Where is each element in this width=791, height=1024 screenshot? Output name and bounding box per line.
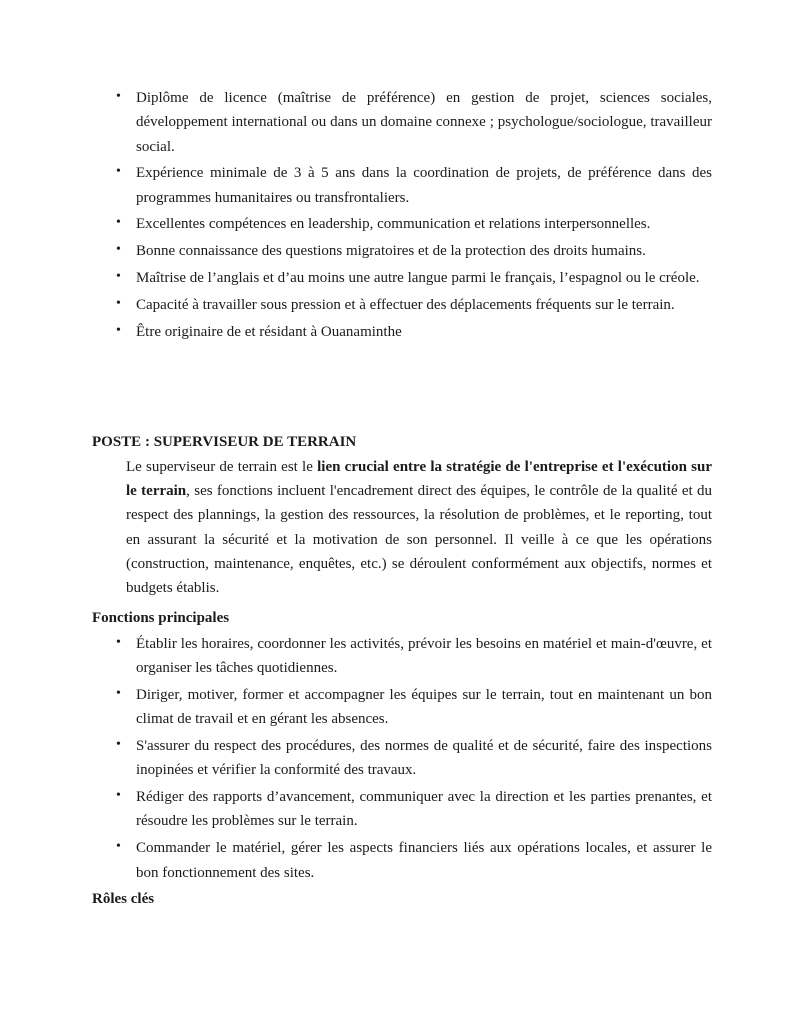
- list-item-text: Diriger, motiver, former et accompagner les équipes sur le terrain, tout en maintenant un bon climat de travail et en gérant les absences.: [136, 686, 712, 728]
- poste-separator: :: [141, 434, 154, 451]
- poste-heading: [92, 430, 712, 454]
- fonctions-heading: Fonctions principales: [92, 609, 230, 626]
- list-item: [92, 836, 712, 885]
- intro-rest: , ses fonctions incluent l'encadrement direct des équipes, le contrôle de la qualité et du respect des plannings, la gestion des ressources, la résolution de problèmes, et le reporting, tout en assurant la sécurité et la motivation de son personnel. Il veille à ce que les opérations (construction, maintenance, enquêtes, etc.) se déroulent conformément aux objectifs, normes et budgets établis.: [126, 483, 712, 597]
- list-item-text: Bonne connaissance des questions migratoires et de la protection des droits humains.: [136, 243, 646, 260]
- bullet-icon: •: [116, 685, 121, 701]
- list-item-text: Diplôme de licence (maîtrise de préférence) en gestion de projet, sciences sociales, développement international ou dans un domaine connexe ; psychologue/sociologue, travailleur social.: [136, 90, 712, 155]
- list-item: [92, 785, 712, 834]
- section-gap: [92, 346, 712, 430]
- list-item-text: Commander le matériel, gérer les aspects financiers liés aux opérations locales, et assurer le bon fonctionnement des sites.: [136, 840, 712, 881]
- bullet-icon: •: [116, 242, 121, 258]
- list-item: [92, 734, 712, 783]
- bullet-icon: •: [116, 164, 121, 180]
- list-item: [92, 266, 712, 290]
- list-item: [92, 632, 712, 681]
- list-item-text: S'assurer du respect des procédures, des normes de qualité et de sécurité, faire des inspections inopinées et vérifier la conformité des travaux.: [136, 738, 712, 779]
- bullet-icon: •: [116, 89, 121, 104]
- list-item: [92, 212, 712, 236]
- list-item-text: Être originaire de et résidant à Ouanaminthe: [136, 323, 402, 340]
- list-item: [92, 86, 712, 159]
- poste-label: POSTE: [92, 434, 142, 451]
- list-item-text: Établir les horaires, coordonner les activités, prévoir les besoins en matériel et main-d'œuvre, et organiser les tâches quotidiennes.: [136, 635, 712, 677]
- bullet-icon: •: [116, 788, 121, 804]
- list-item-text: Expérience minimale de 3 à 5 ans dans la coordination de projets, de préférence dans des programmes humanitaires ou transfrontaliers.: [136, 165, 712, 206]
- bullet-icon: •: [116, 839, 121, 855]
- qualifications-list: [92, 86, 712, 344]
- bullet-icon: •: [116, 322, 121, 338]
- list-item: [92, 239, 712, 263]
- poste-intro-paragraph: [126, 455, 712, 601]
- list-item: [92, 683, 712, 732]
- bullet-icon: •: [116, 634, 121, 650]
- bullet-icon: •: [116, 215, 121, 231]
- list-item: [92, 161, 712, 210]
- bullet-icon: •: [116, 737, 121, 753]
- roles-heading: Rôles clés: [92, 891, 155, 908]
- bullet-icon: •: [116, 269, 121, 285]
- intro-bold-phrase: lien crucial entre la stratégie de l'entreprise et l'exécution sur le terrain: [126, 458, 713, 500]
- list-item-text: Rédiger des rapports d’avancement, communiquer avec la direction et les parties prenantes, et résoudre les problèmes sur le terrain.: [136, 789, 712, 830]
- list-item: [92, 293, 712, 317]
- list-item-text: Excellentes compétences en leadership, communication et relations interpersonnelles.: [136, 216, 651, 233]
- list-item: [92, 320, 712, 344]
- list-item-text: Capacité à travailler sous pression et à effectuer des déplacements fréquents sur le terrain.: [136, 296, 675, 313]
- list-item-text: Maîtrise de l’anglais et d’au moins une autre langue parmi le français, l’espagnol ou le créole.: [136, 270, 700, 287]
- poste-title: SUPERVISEUR DE TERRAIN: [153, 434, 357, 451]
- bullet-icon: •: [116, 295, 121, 311]
- fonctions-list: [92, 632, 712, 885]
- intro-lead: Le superviseur de terrain est le: [126, 458, 318, 475]
